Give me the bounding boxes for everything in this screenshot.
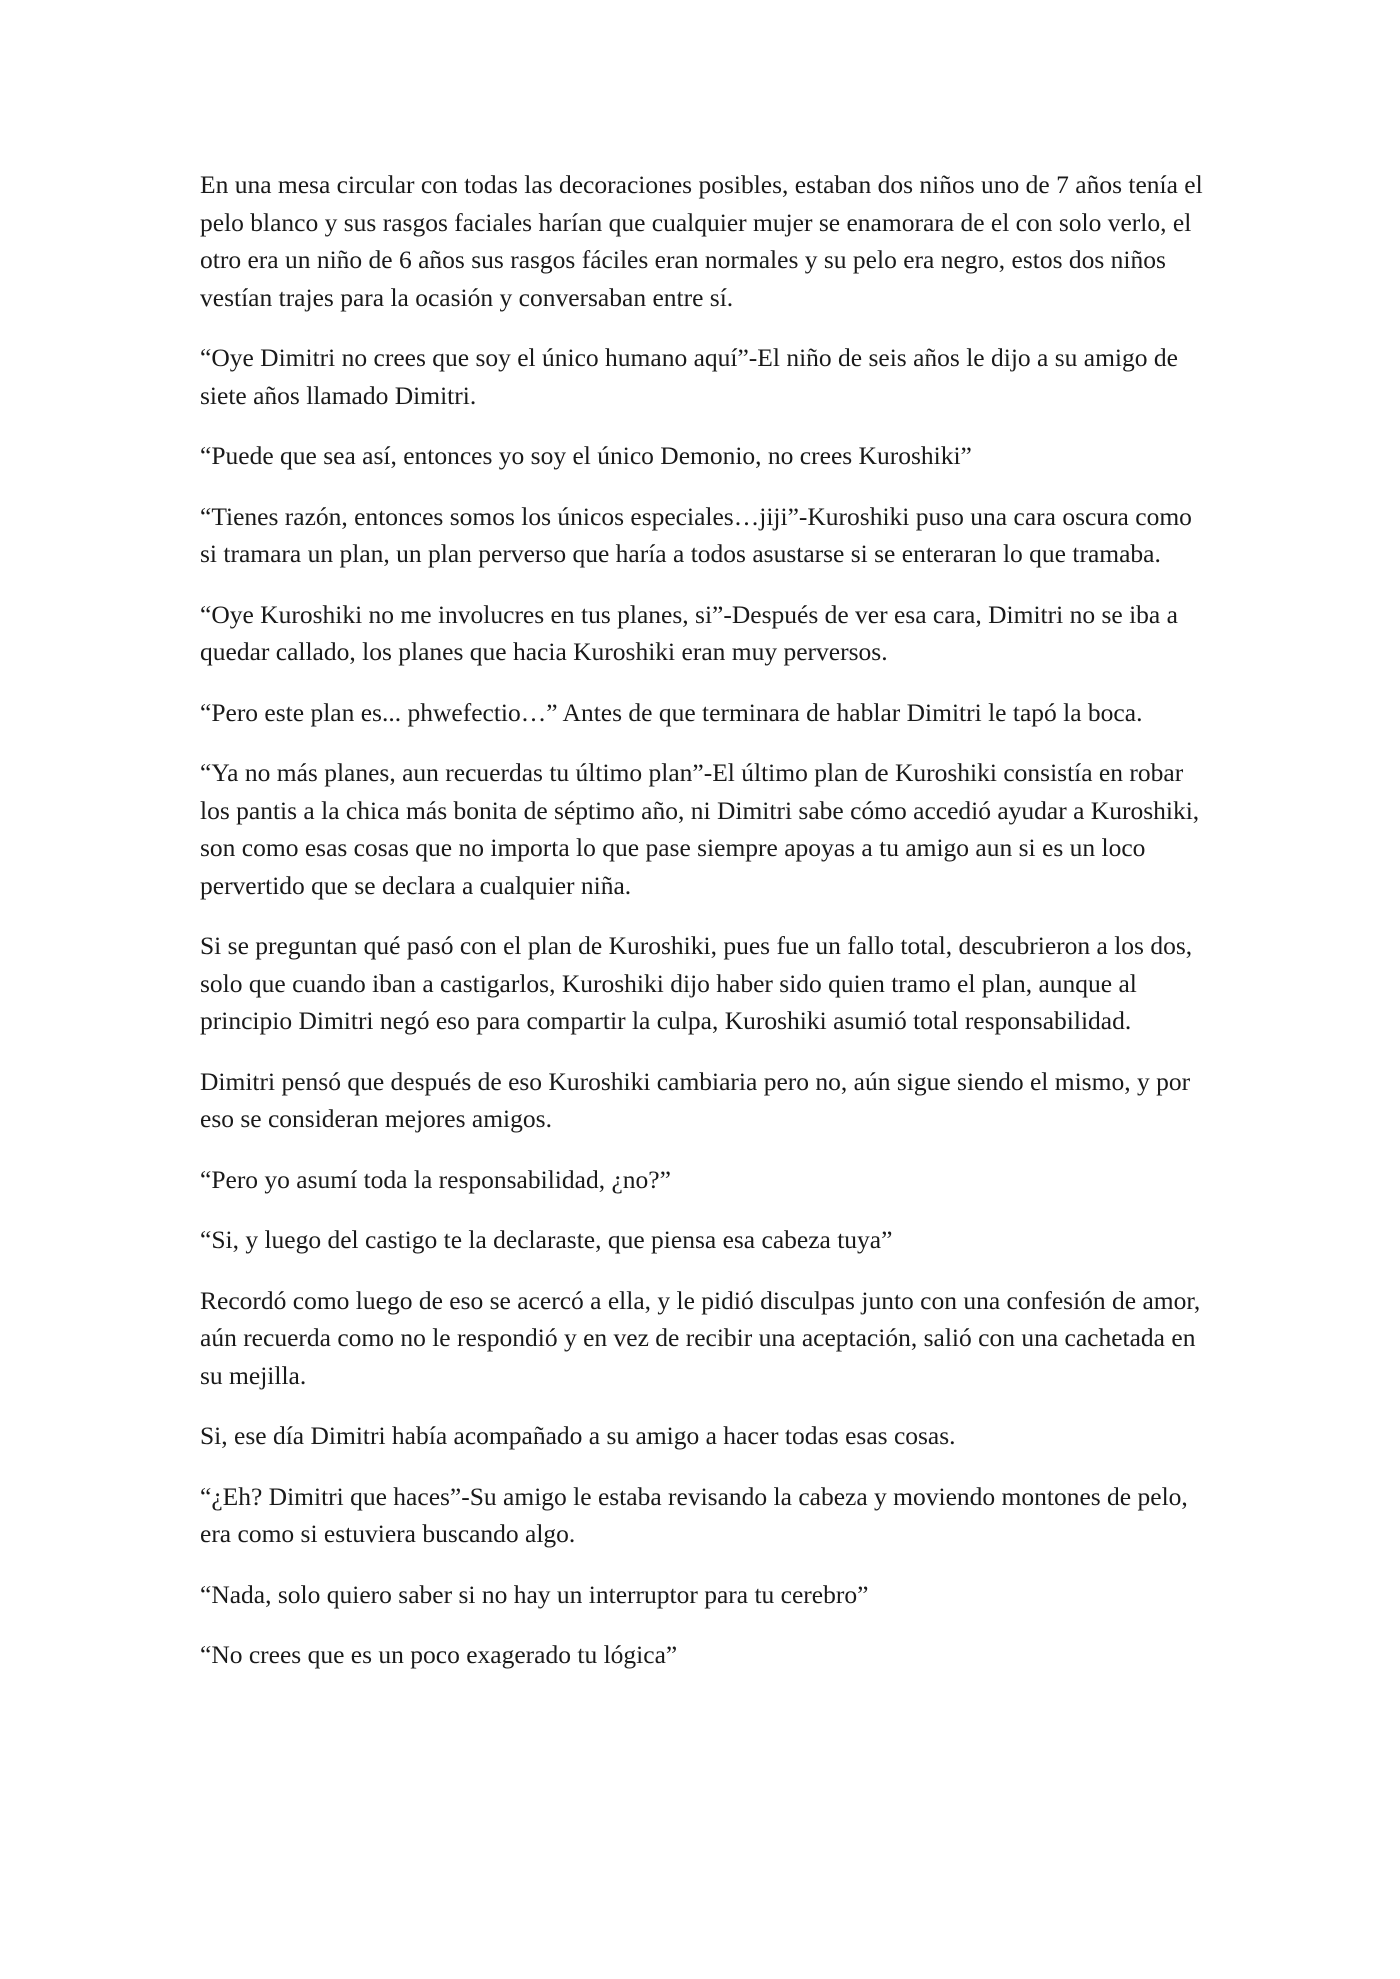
paragraph: “Pero este plan es... phwefectio…” Antes de que terminara de hablar Dimitri le tapó la boca. — [200, 697, 1143, 727]
paragraph: “Si, y luego del castigo te la declaraste, que piensa esa cabeza tuya” — [200, 1225, 893, 1254]
paragraph: “Oye Kuroshiki no me involucres en tus planes, si”-Después de ver esa cara, Dimitri no se iba a quedar callado, los planes que hacia Kuroshiki eran muy perversos. — [200, 599, 1178, 666]
paragraph: “Ya no más planes, aun recuerdas tu último plan”-El último plan de Kuroshiki consistía en robar los pantis a la chica más bonita de séptimo año, ni Dimitri sabe cómo accedió ayudar a Kuroshiki, son como esas cosas que no importa lo que pase siempre apoyas a tu amigo aun si es un loco pervertido que se declara a cualquier niña. — [200, 758, 1200, 900]
paragraph: “Oye Dimitri no crees que soy el único humano aquí”-El niño de seis años le dijo a su amigo de siete años llamado Dimitri. — [200, 343, 1178, 410]
paragraph: Si se preguntan qué pasó con el plan de Kuroshiki, pues fue un fallo total, descubrieron a los dos, solo que cuando iban a castigarlos, Kuroshiki dijo haber sido quien tramo el plan, aunque al principio Dimitri negó eso para compartir la culpa, Kuroshiki asumió total responsabilidad. — [200, 931, 1193, 1035]
paragraph: Recordó como luego de eso se acercó a ella, y le pidió disculpas junto con una confesión de amor, aún recuerda como no le respondió y en vez de recibir una aceptación, salió con una cachetada en su mejilla. — [200, 1285, 1201, 1390]
paragraph: “¿Eh? Dimitri que haces”-Su amigo le estaba revisando la cabeza y moviendo montones de pelo, era como si estuviera buscando algo. — [200, 1481, 1188, 1548]
paragraph: “No crees que es un poco exagerado tu lógica” — [200, 1640, 678, 1669]
paragraph: “Nada, solo quiero saber si no hay un interruptor para tu cerebro” — [200, 1579, 869, 1609]
paragraph: Dimitri pensó que después de eso Kuroshiki cambiaria pero no, aún sigue siendo el mismo, y por eso se consideran mejores amigos. — [200, 1066, 1191, 1133]
paragraph: “Puede que sea así, entonces yo soy el único Demonio, no crees Kuroshiki” — [200, 441, 972, 470]
paragraph: Si, ese día Dimitri había acompañado a su amigo a hacer todas esas cosas. — [200, 1421, 956, 1450]
paragraph: “Pero yo asumí toda la responsabilidad, ¿no?” — [200, 1164, 671, 1194]
paragraph: En una mesa circular con todas las decoraciones posibles, estaban dos niños uno de 7 años tenía el pelo blanco y sus rasgos faciales harían que cualquier mujer se enamorara de el con solo verlo, el otro era un niño de 6 años sus rasgos fáciles eran normales y su pelo era negro, estos dos niños vestían trajes para la ocasión y conversaban entre sí. — [200, 170, 1203, 312]
paragraph: “Tienes razón, entonces somos los únicos especiales…jiji”-Kuroshiki puso una cara oscura como si tramara un plan, un plan perverso que haría a todos asustarse si se enteraran lo que tramaba. — [200, 501, 1192, 568]
